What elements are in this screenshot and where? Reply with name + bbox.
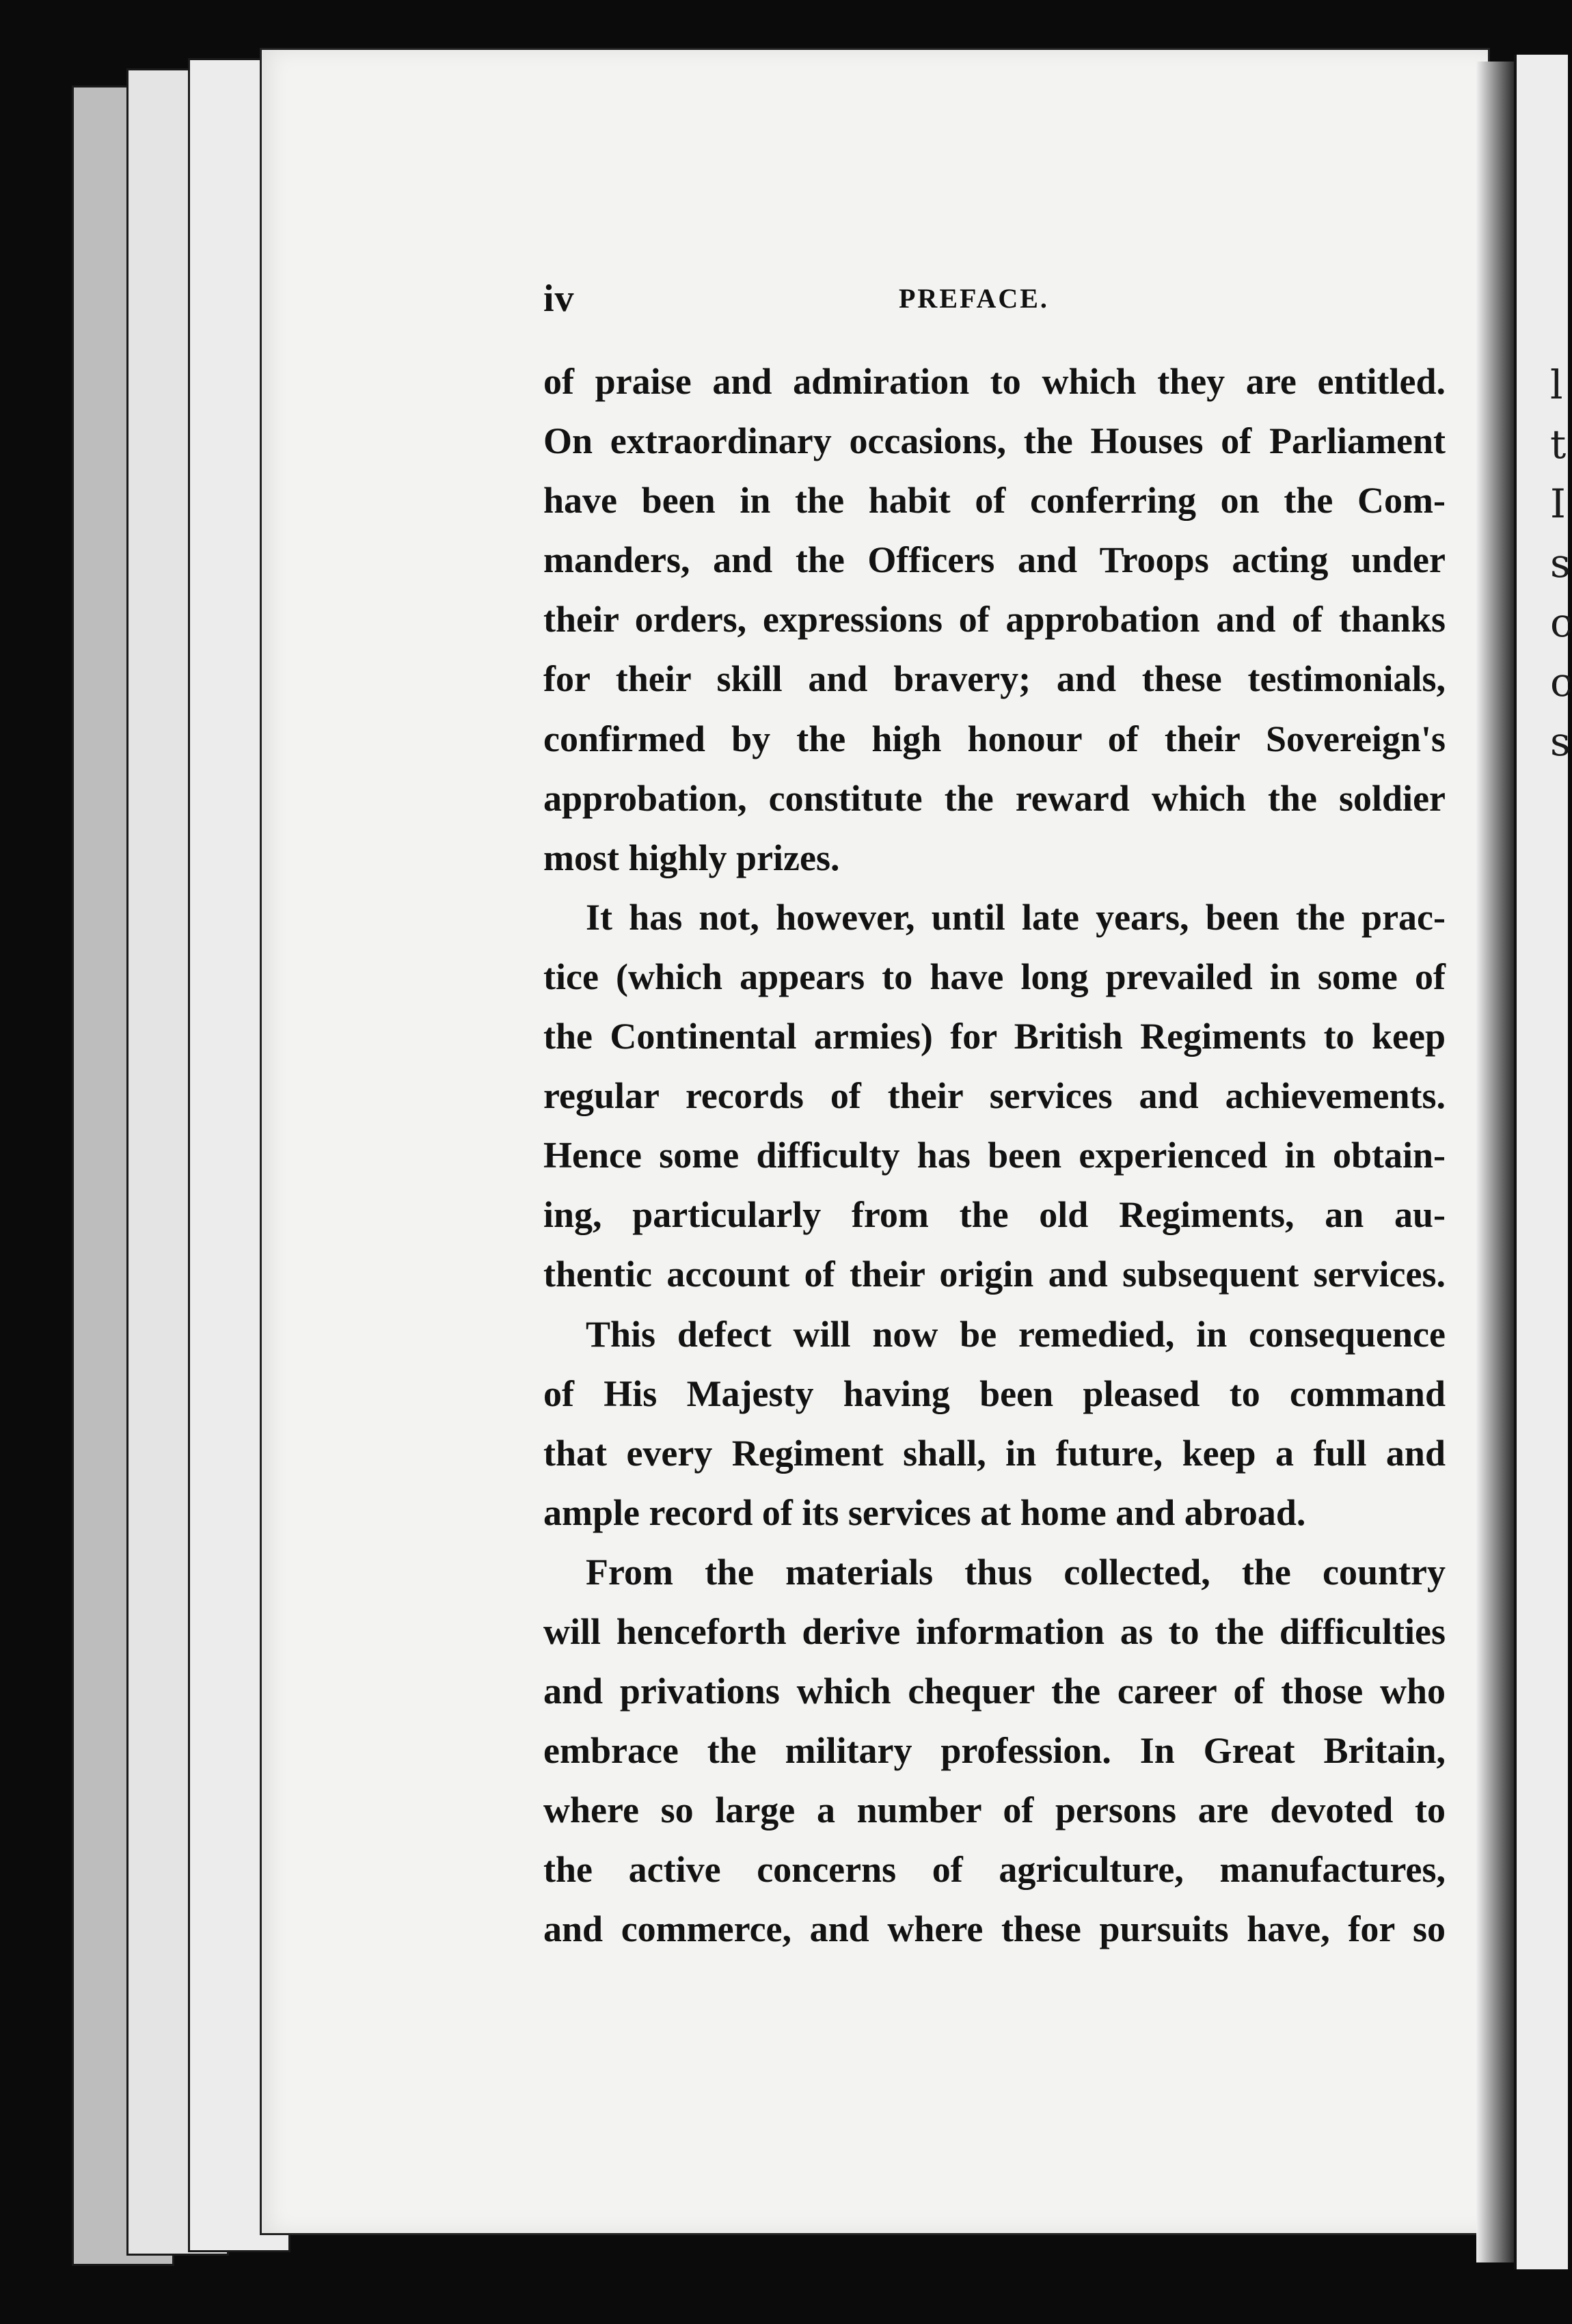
- text-line: tice (which appears to have long prevailed in some of: [543, 956, 1446, 997]
- text-line: have been in the habit of conferring on the Com-: [543, 480, 1446, 522]
- text-line: where so large a number of persons are devoted to: [543, 1789, 1446, 1831]
- text-line: On extraordinary occasions, the Houses of Parliament: [543, 420, 1446, 462]
- text-line: regular records of their services and achievements.: [543, 1075, 1446, 1117]
- text-line: Hence some difficulty has been experienced in obtain-: [543, 1135, 1446, 1176]
- text-line: This defect will now be remedied, in consequence: [586, 1313, 1446, 1355]
- text-line: confirmed by the high honour of their Sovereign's: [543, 718, 1446, 759]
- text-line: for their skill and bravery; and these testimonials,: [543, 658, 1446, 700]
- text-line: most highly prizes.: [543, 837, 840, 878]
- facing-glyph: s: [1550, 718, 1571, 765]
- text-line: and commerce, and where these pursuits have, for so: [543, 1908, 1446, 1950]
- text-line: manders, and the Officers and Troops acting under: [543, 539, 1446, 581]
- text-line: the active concerns of agriculture, manufactures,: [543, 1849, 1446, 1891]
- text-line: of His Majesty having been pleased to command: [543, 1373, 1446, 1414]
- facing-page-glyphs: [1550, 355, 1572, 772]
- text-line: It has not, however, until late years, been the prac-: [586, 896, 1446, 938]
- running-head: PREFACE.: [899, 283, 1049, 314]
- facing-glyph: I: [1550, 481, 1566, 527]
- facing-glyph: c: [1550, 599, 1572, 646]
- text-line: approbation, constitute the reward which the soldier: [543, 777, 1446, 819]
- body-text: [543, 352, 1446, 1960]
- page-header: [543, 270, 1446, 332]
- text-line: From the materials thus collected, the country: [586, 1551, 1446, 1593]
- facing-glyph: t: [1550, 421, 1567, 468]
- text-line: ing, particularly from the old Regiments, an au-: [543, 1194, 1446, 1236]
- facing-glyph: s: [1550, 540, 1571, 586]
- text-line: ample record of its services at home and abroad.: [543, 1491, 1306, 1533]
- text-line: the Continental armies) for British Regiments to keep: [543, 1016, 1446, 1057]
- text-line: and privations which chequer the career of those who: [543, 1671, 1446, 1712]
- facing-glyph: l: [1550, 362, 1563, 408]
- text-line: that every Regiment shall, in future, keep a full and: [543, 1432, 1446, 1474]
- page-number: iv: [543, 278, 575, 320]
- text-line: will henceforth derive information as to the difficulties: [543, 1610, 1446, 1652]
- text-line: their orders, expressions of approbation and of thanks: [543, 599, 1446, 640]
- text-line: embrace the military profession. In Great Britain,: [543, 1730, 1446, 1772]
- text-line: of praise and admiration to which they are entitled.: [543, 361, 1446, 402]
- text-line: thentic account of their origin and subsequent services.: [543, 1254, 1446, 1295]
- facing-glyph: c: [1550, 659, 1572, 705]
